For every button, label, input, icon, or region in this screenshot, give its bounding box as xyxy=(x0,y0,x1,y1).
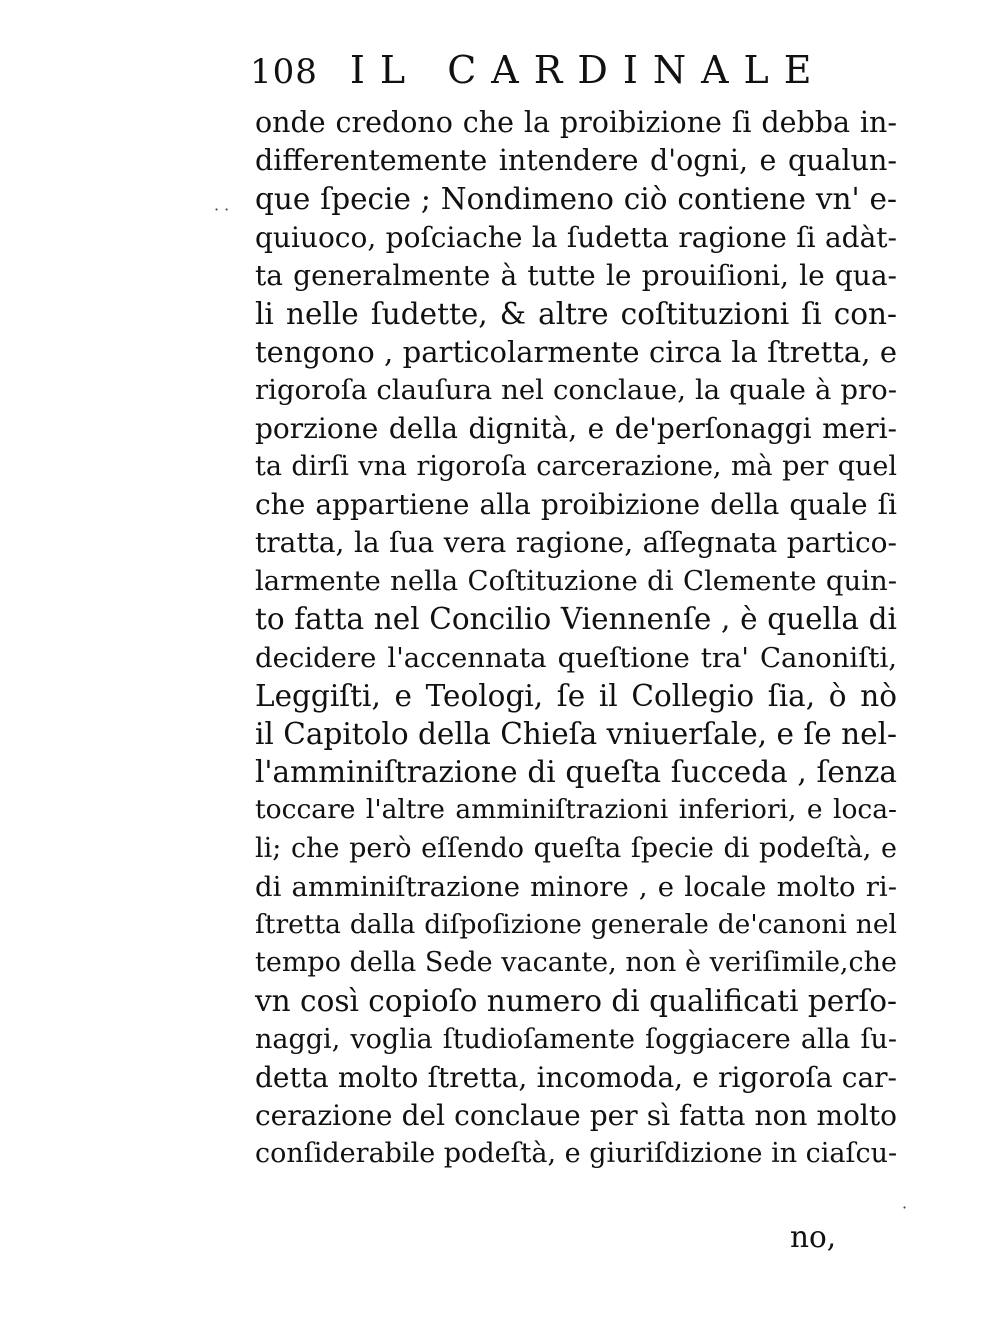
text-line: rigoroſa clauſura nel conclaue, la quale à pro- xyxy=(255,374,897,407)
text-line: l'amminiſtrazione di queſta ſucceda , ſenza xyxy=(255,755,897,790)
body-text xyxy=(255,104,897,1173)
text-line: toccare l'altre amminiſtrazioni inferiori, e loca- xyxy=(255,794,897,826)
text-line: tratta, la ſua vera ragione, aſſegnata partico- xyxy=(255,526,897,560)
text-line: quiuoco, poſciache la ſudetta ragione ſi adàt- xyxy=(255,220,897,254)
text-line: que ſpecie ; Nondimeno ciò contiene vn' e- xyxy=(255,182,897,217)
text-line: di amminiſtrazione minore , e locale molto ri- xyxy=(255,870,897,903)
text-line: li; che però eſſendo queſta ſpecie di podeſtà, e xyxy=(255,832,897,864)
text-line: tempo della Sede vacante, non è veriſimile,che xyxy=(255,947,897,979)
margin-specks: · · xyxy=(214,200,230,219)
text-line: vn così copioſo numero di qualificati perſo- xyxy=(255,984,897,1019)
text-line: larmente nella Coſtituzione di Clemente quin- xyxy=(255,565,897,598)
text-line: decidere l'accennata queſtione tra' Canoniſti, xyxy=(255,641,897,674)
text-line: conſiderabile podeſtà, e giuriſdizione in ciaſcu- xyxy=(255,1138,898,1170)
text-line: tengono , particolarmente circa la ſtretta, e xyxy=(255,335,897,370)
catchword: no, xyxy=(790,1220,837,1254)
running-head: IL CARDINALE xyxy=(349,48,827,92)
text-line: differentemente intendere d'ogni, e qualun- xyxy=(255,144,897,178)
text-line: naggi, voglia ſtudioſamente ſoggiacere alla ſu- xyxy=(255,1023,897,1055)
text-line: che appartiene alla proibizione della quale ſi xyxy=(255,487,897,521)
margin-specks: · xyxy=(902,1198,908,1217)
text-line: cerazione del conclaue per sì fatta non molto xyxy=(255,1098,897,1132)
text-line: ſtretta dalla diſpoſizione generale de'canoni nel xyxy=(255,908,897,940)
text-line: Leggiſti, e Teologi, ſe il Collegio ſia, ò nò xyxy=(255,678,897,713)
text-line: porzione della dignità, e de'perſonaggi meri- xyxy=(255,411,897,445)
text-line: ta generalmente à tutte le prouiſioni, le qua- xyxy=(255,258,897,292)
page-number: 108 xyxy=(250,52,318,92)
text-line: ta dirſi vna rigoroſa carcerazione, mà per quel xyxy=(255,450,897,482)
text-line: to fatta nel Concilio Viennenſe , è quella di xyxy=(255,602,897,637)
text-line: li nelle ſudette, & altre coſtituzioni ſi con- xyxy=(255,296,897,331)
text-line: detta molto ſtretta, incomoda, e rigoroſa car- xyxy=(255,1060,897,1094)
page-header xyxy=(250,48,900,98)
text-line: onde credono che la proibizione ſi debba in- xyxy=(255,106,897,139)
text-line: il Capitolo della Chieſa vniuerſale, e ſe nel- xyxy=(255,717,897,751)
